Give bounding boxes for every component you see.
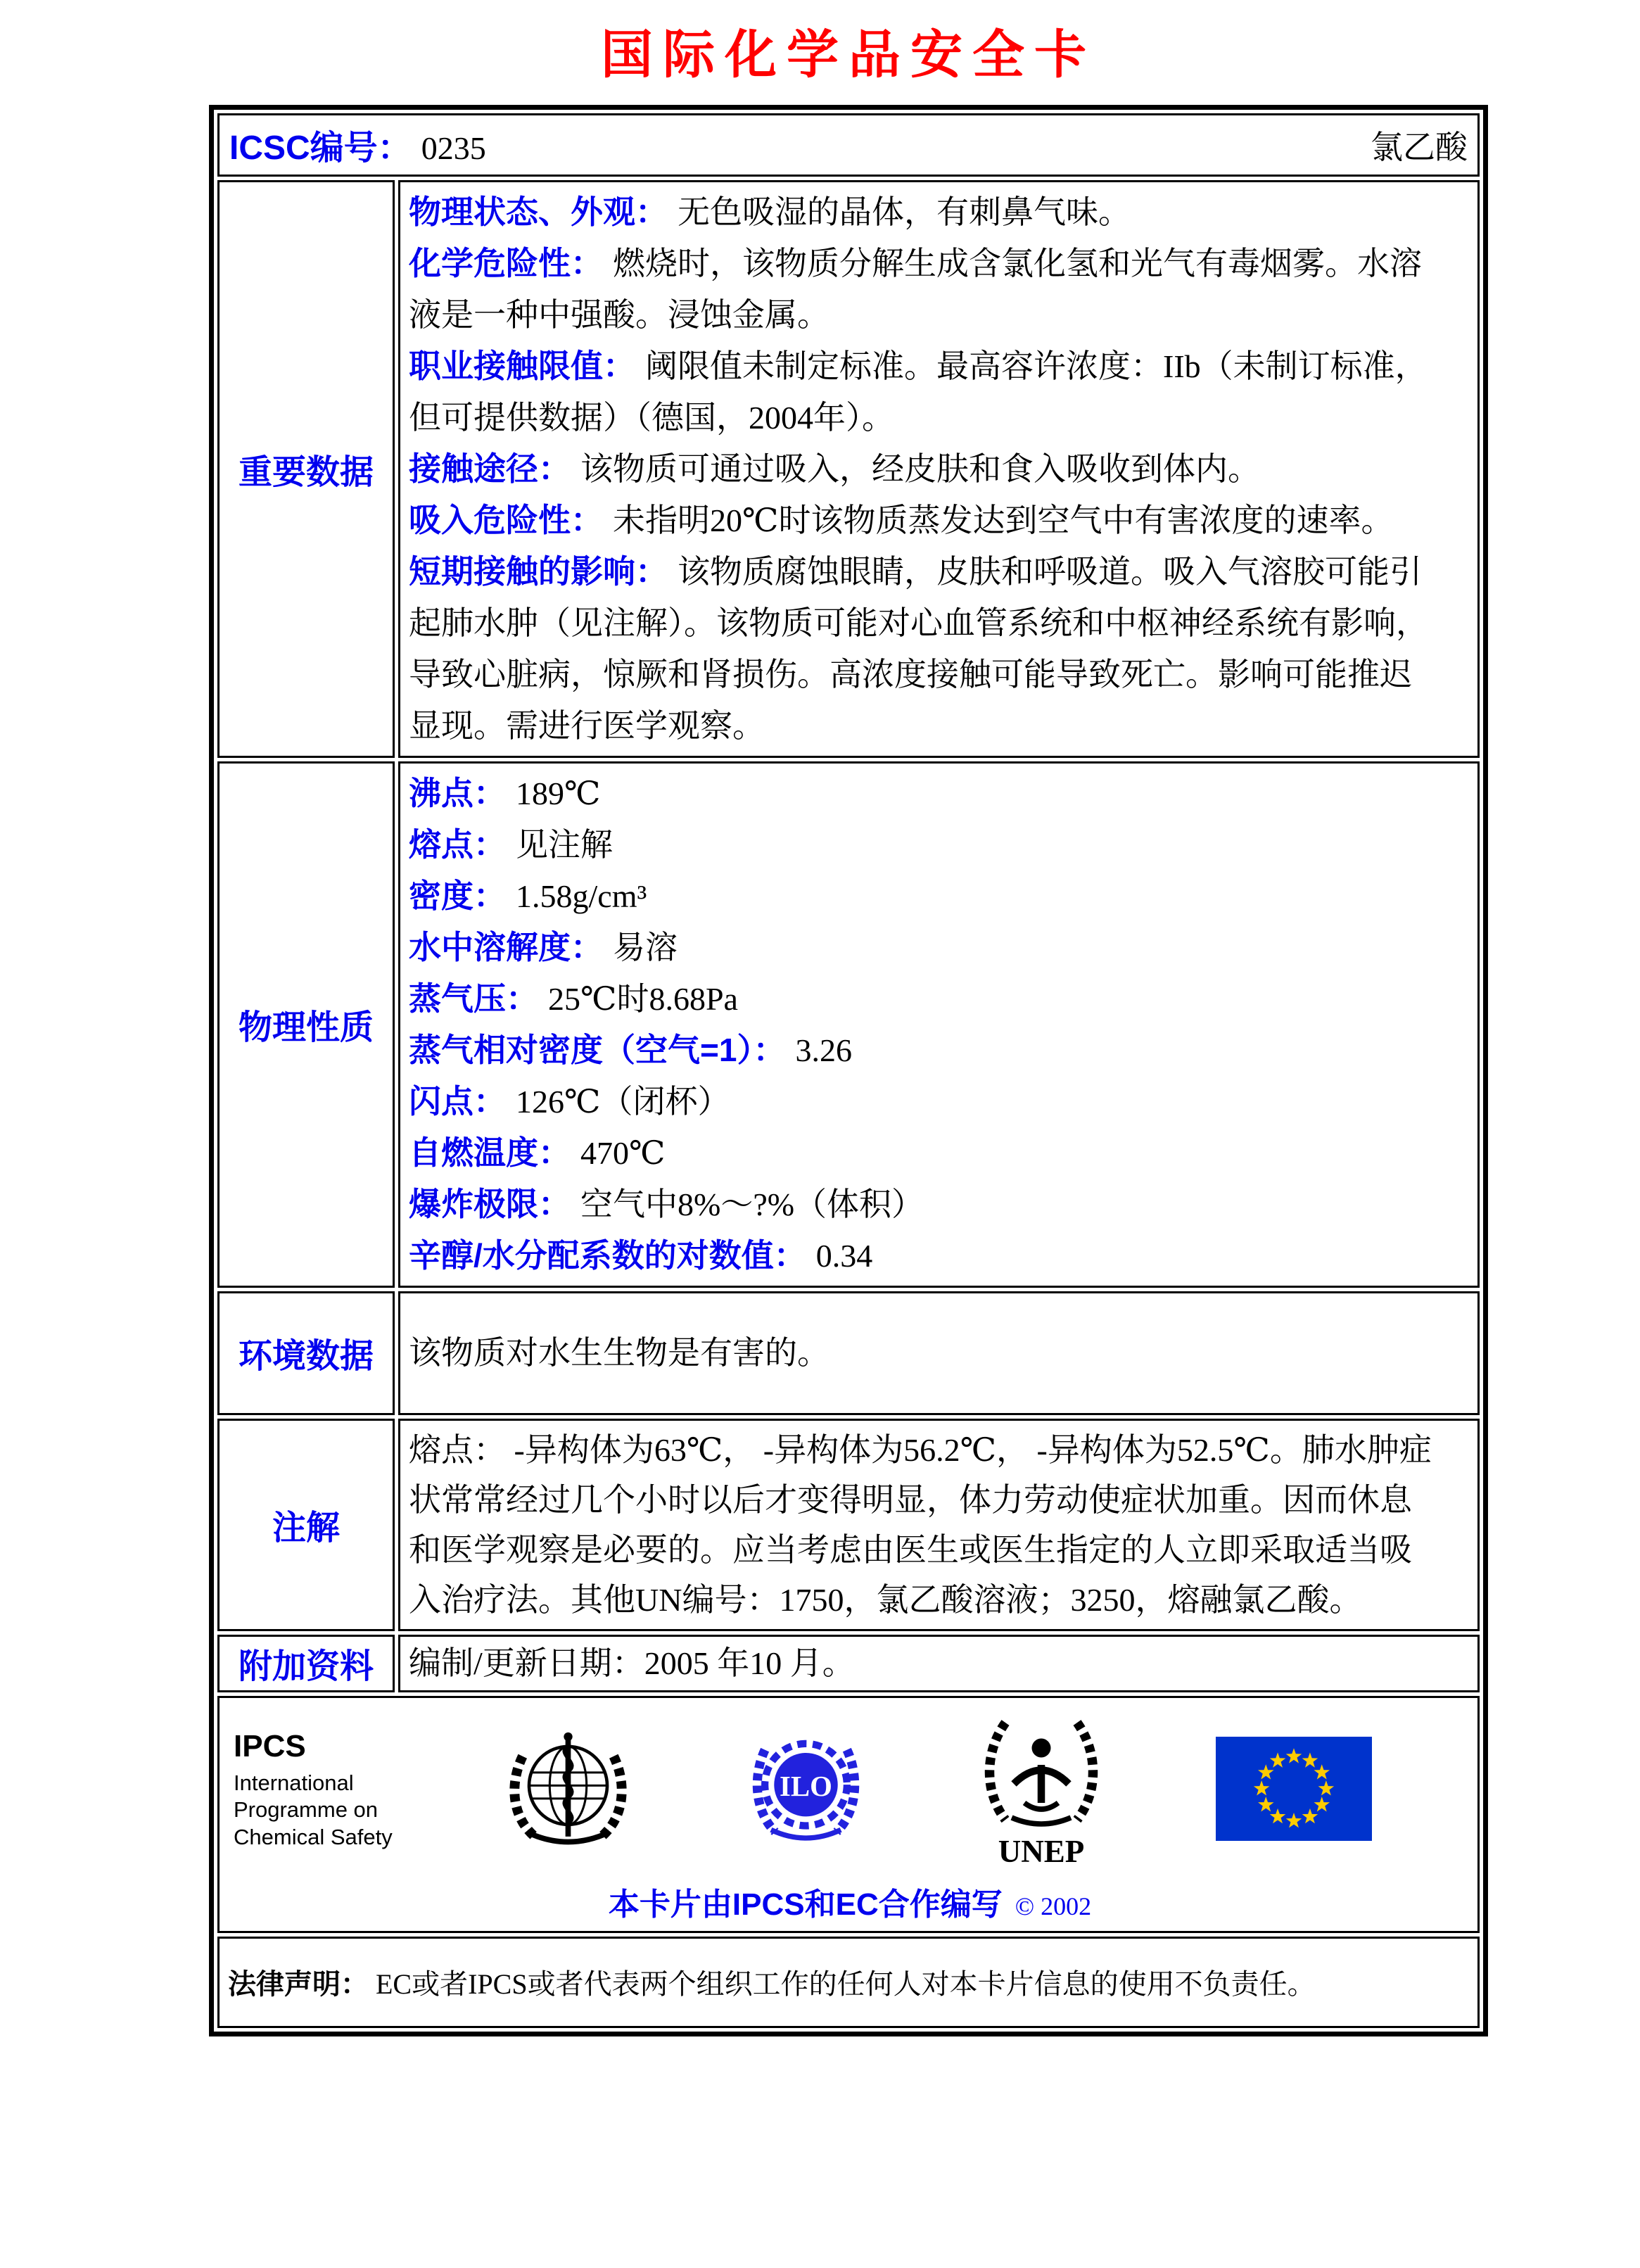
field-row (409, 1025, 1439, 1076)
field-value: 该物质可通过吸入，经皮肤和食入吸收到体内。 (580, 450, 1260, 487)
additional-info-row (217, 1635, 1480, 1692)
logos-row (217, 1696, 1480, 1933)
legal-cell (217, 1937, 1480, 2028)
physical-properties-content (398, 761, 1480, 1288)
field-row (409, 238, 1439, 341)
field-label: 蒸气相对密度（空气=1）： (409, 1031, 786, 1068)
field-label: 自燃温度： (409, 1134, 571, 1171)
field-value: 燃烧时，该物质分解生成含氯化氢和光气有毒烟雾。水溶液是一种中强酸。浸蚀金属。 (409, 245, 1422, 333)
section-label-notes: 注解 (217, 1419, 395, 1631)
field-row (409, 186, 1439, 238)
field-row (409, 819, 1439, 870)
field-label: 蒸气压： (409, 980, 538, 1017)
field-label: 短期接触的影响： (409, 552, 668, 590)
chemical-name: 氯乙酸 (1371, 129, 1468, 165)
notes-content (398, 1419, 1480, 1631)
ipcs-title: IPCS (234, 1728, 306, 1763)
footer-caption (229, 1879, 1470, 1924)
field-value: 易溶 (613, 929, 678, 965)
field-value: 无色吸湿的晶体，有刺鼻气味。 (678, 194, 1131, 230)
important-data-row (217, 180, 1480, 758)
unep-logo-text: UNEP (998, 1833, 1085, 1869)
field-value: 见注解 (516, 826, 613, 863)
ipcs-line: Programme on (234, 1797, 379, 1823)
icsc-table (209, 105, 1488, 2036)
field-row (409, 1076, 1439, 1127)
section-label-environment: 环境数据 (217, 1291, 395, 1415)
field-label: 密度： (409, 877, 506, 914)
icsc-number-label: ICSC编号： (229, 129, 412, 167)
notes-row (217, 1419, 1480, 1631)
ilo-logo-text: ILO (779, 1770, 832, 1803)
ipcs-line: International (234, 1770, 354, 1795)
field-value: 3.26 (795, 1032, 852, 1068)
field-row (409, 546, 1439, 752)
section-label-additional: 附加资料 (217, 1635, 395, 1692)
eu-flag-icon (1216, 1737, 1372, 1841)
field-value: 该物质腐蚀眼睛，皮肤和呼吸道。吸入气溶胶可能引起肺水肿（见注解）。该物质可能对心血管系统和中枢神经系统有影响，导致心脏病，惊厥和肾损伤。高浓度接触可能导致死亡。影响可能推迟显现。需进行医学观察。 (409, 553, 1428, 744)
field-label: 辛醇/水分配系数的对数值： (409, 1236, 806, 1274)
field-row (409, 443, 1439, 495)
field-label: 熔点： (409, 825, 506, 863)
legal-row (217, 1937, 1480, 2028)
who-logo-icon (503, 1722, 633, 1856)
environment-text: 该物质对水生生物是有害的。 (409, 1334, 829, 1371)
field-row (409, 495, 1439, 546)
field-row (409, 768, 1439, 819)
section-label-physical: 物理性质 (217, 761, 395, 1288)
additional-info-content (398, 1635, 1480, 1692)
physical-properties-row (217, 761, 1480, 1288)
field-value: 126℃（闭杯） (516, 1083, 730, 1120)
field-row (409, 1230, 1439, 1281)
field-row (409, 341, 1439, 443)
footer-caption-text: 本卡片由IPCS和EC合作编写 (608, 1887, 1003, 1922)
field-row (409, 870, 1439, 922)
icsc-number-group (229, 120, 486, 169)
field-value: 470℃ (580, 1134, 666, 1171)
footer-copyright: © 2002 (1015, 1892, 1092, 1920)
important-data-content (398, 180, 1480, 758)
field-row (409, 1127, 1439, 1179)
ipcs-text-block (234, 1727, 393, 1851)
field-label: 物理状态、外观： (409, 193, 668, 230)
field-value: 1.58g/cm³ (516, 878, 647, 914)
field-label: 爆炸极限： (409, 1185, 571, 1222)
icsc-number-value: 0235 (421, 130, 486, 167)
unep-logo-icon (978, 1706, 1105, 1872)
environment-data-row (217, 1291, 1480, 1415)
icsc-number-cell (217, 113, 1480, 177)
additional-text: 编制/更新日期：2005 年10 月。 (409, 1645, 855, 1681)
logos-cell (217, 1696, 1480, 1933)
legal-text: EC或者IPCS或者代表两个组织工作的任何人对本卡片信息的使用不负责任。 (376, 1968, 1316, 2001)
icsc-number-row (217, 113, 1480, 177)
field-label: 沸点： (409, 774, 506, 811)
ilo-logo-icon (744, 1722, 867, 1856)
legal-label: 法律声明： (228, 1969, 369, 2001)
field-value: 空气中8%～?%（体积） (580, 1186, 924, 1222)
field-label: 吸入危险性： (409, 501, 603, 538)
field-value: 0.34 (815, 1237, 873, 1274)
field-row (409, 973, 1439, 1025)
field-value: 189℃ (516, 775, 601, 811)
field-row (409, 922, 1439, 973)
field-value: 未指明20℃时该物质蒸发达到空气中有害浓度的速率。 (613, 502, 1394, 538)
field-label: 水中溶解度： (409, 928, 603, 965)
field-label: 化学危险性： (409, 244, 603, 281)
page-title: 国际化学品安全卡 (601, 25, 1096, 84)
notes-text: 熔点： -异构体为63℃， -异构体为56.2℃， -异构体为52.5℃。肺水肿症状常常经过几个小时以后才变得明显，体力劳动使症状加重。因而休息和医学观察是必要的。应当考虑由医生或医生指定的人立即采取适当吸入治疗法。其他UN编号：1750，氯乙酸溶液；3250，熔融氯乙酸。 (409, 1431, 1432, 1618)
field-value: 25℃时8.68Pa (548, 980, 738, 1017)
field-label: 职业接触限值： (409, 347, 635, 384)
section-label-important: 重要数据 (217, 180, 395, 758)
icsc-card-page (0, 24, 1640, 2036)
field-label: 接触途径： (409, 450, 571, 487)
field-label: 闪点： (409, 1082, 506, 1120)
ipcs-line: Chemical Safety (234, 1825, 393, 1850)
field-row (409, 1179, 1439, 1230)
environment-data-content (398, 1291, 1480, 1415)
field-value: 阈限值未制定标准。最高容许浓度：IIb（未制订标准，但可提供数据）（德国，2004年）。 (409, 348, 1428, 436)
